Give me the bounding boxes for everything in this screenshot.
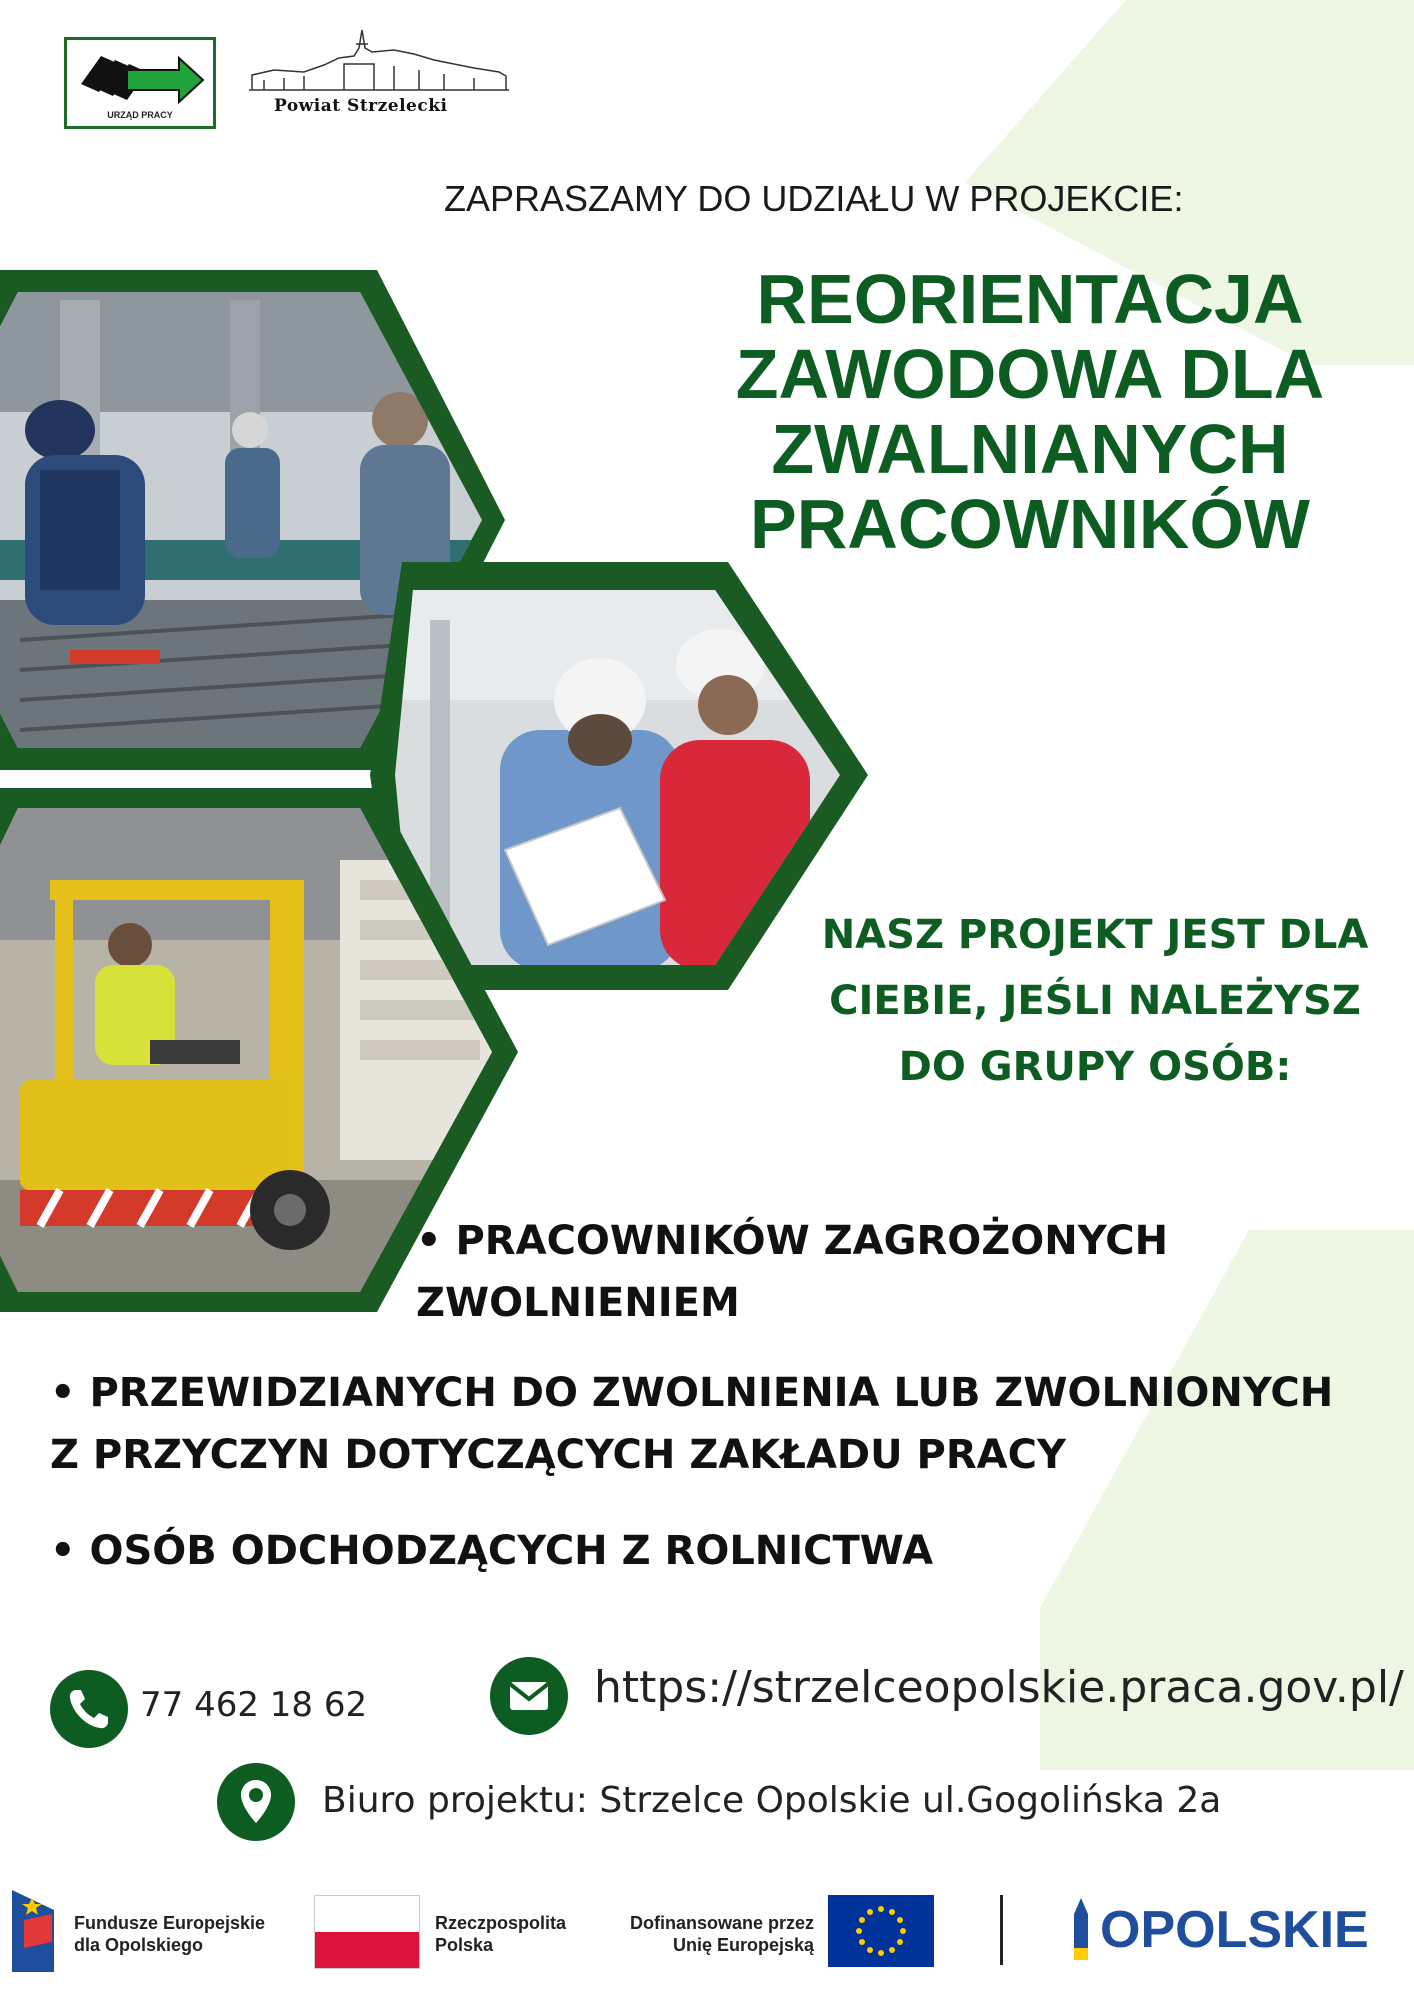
bullet-item bbox=[50, 1520, 1350, 1582]
engineers-photo bbox=[390, 580, 850, 980]
project-title-line: PRACOWNIKÓW bbox=[750, 485, 1310, 563]
opolskie-eagle-icon bbox=[1068, 1898, 1094, 1968]
fundusze-europejskie-logo bbox=[12, 1890, 62, 1972]
eu-label-line: Dofinansowane przez bbox=[629, 1913, 814, 1933]
location-pin-icon bbox=[217, 1763, 295, 1841]
website-link[interactable]: https://strzelceopolskie.praca.gov.pl/ bbox=[594, 1662, 1404, 1713]
polish-flag bbox=[314, 1895, 420, 1969]
project-title-line: REORIENTACJA bbox=[756, 260, 1304, 338]
target-group-line: NASZ PROJEKT JEST DLA bbox=[821, 912, 1369, 958]
rp-label-line: Rzeczpospolita bbox=[435, 1913, 567, 1933]
fe-label-line: dla Opolskiego bbox=[74, 1935, 204, 1955]
mail-icon bbox=[490, 1657, 568, 1735]
project-title-line: ZWALNIANYCH bbox=[771, 410, 1289, 488]
phone-number[interactable]: 77 462 18 62 bbox=[140, 1685, 368, 1725]
footer-divider bbox=[1000, 1895, 1003, 1965]
bullet-line: • PRACOWNIKÓW ZAGROŻONYCH bbox=[416, 1218, 1169, 1264]
bullet-line: • OSÓB ODCHODZĄCYCH Z ROLNICTWA bbox=[50, 1528, 934, 1574]
powiat-strzelecki-label: Powiat Strzelecki bbox=[274, 96, 448, 116]
rp-label-line: Polska bbox=[435, 1935, 494, 1955]
bullet-item bbox=[50, 1362, 1400, 1486]
eu-cofinanced-label bbox=[614, 1912, 814, 1956]
fe-label-line: Fundusze Europejskie bbox=[74, 1913, 266, 1933]
eu-flag bbox=[828, 1895, 934, 1967]
invite-heading: ZAPRASZAMY DO UDZIAŁU W PROJEKCIE: bbox=[444, 178, 1184, 219]
phone-icon bbox=[50, 1670, 128, 1748]
project-office-address: Biuro projektu: Strzelce Opolskie ul.Gogolińska 2a bbox=[322, 1780, 1222, 1821]
bullet-line: • PRZEWIDZIANYCH DO ZWOLNIENIA LUB ZWOLNIONYCH bbox=[50, 1370, 1334, 1416]
photo-hexagons bbox=[0, 0, 900, 1350]
bullet-item bbox=[416, 1210, 1316, 1334]
target-group-heading bbox=[795, 902, 1395, 1100]
project-title-line: ZAWODOWA DLA bbox=[735, 335, 1325, 413]
target-group-line: CIEBIE, JEŚLI NALEŻYSZ bbox=[829, 978, 1361, 1024]
bullet-line: Z PRZYCZYN DOTYCZĄCYCH ZAKŁADU PRACY bbox=[50, 1432, 1066, 1478]
eu-label-line: Unię Europejską bbox=[672, 1935, 814, 1955]
bullet-line: ZWOLNIENIEM bbox=[416, 1280, 740, 1326]
eu-stars-icon bbox=[828, 1895, 934, 1967]
urzad-pracy-label: URZĄD PRACY bbox=[107, 110, 173, 120]
rp-label bbox=[435, 1912, 566, 1956]
target-group-line: DO GRUPY OSÓB: bbox=[898, 1044, 1292, 1090]
opolskie-logo-text: OPOLSKIE bbox=[1100, 1901, 1369, 1959]
fe-flag-icon bbox=[12, 1890, 62, 1972]
fe-label bbox=[74, 1912, 265, 1956]
